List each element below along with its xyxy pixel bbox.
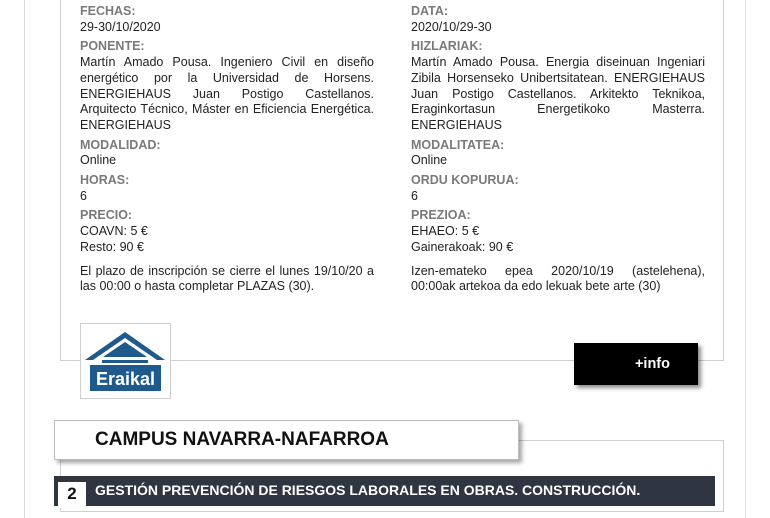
prezioa-label: PREZIOA: [411,208,471,223]
eraikal-logo[interactable] [80,323,171,399]
data-value: 2020/10/29-30 [411,19,492,34]
data-label: DATA: [411,4,449,18]
ordu-value: 6 [411,188,418,203]
ponente-value: Martín Amado Pousa. Ingeniero Civil en diseño energético por la Universidad de Horsens. ENERGIEHAUS Juan Postigo Castellanos. Arquitecto Técnico, Máster en Eficiencia Energética. ENERGIEHAUS [80,55,374,132]
precio-block [80,208,374,255]
hizlariak-value: Martín Amado Pousa. Energia diseinuan Ingeniari Zibila Horsenseko Unibertsitatean. ENERGIEHAUS Juan Postigo Castellanos. Arkitekto Teknikoa, Eraginkortasun Energetikoko Masterra. ENERGIEHAUS [411,55,705,132]
precio-resto: Resto: 90 € [80,239,144,254]
ponente-block [80,39,374,133]
course-number-badge [58,482,86,508]
precio-label: PRECIO: [80,208,133,223]
precio-coavn: COAVN: 5 € [80,224,148,239]
modalidad-value: Online [80,153,117,168]
modalidad-block [80,138,374,169]
ponente-label: PONENTE: [80,39,145,54]
course-details-eu [411,4,705,295]
plazo-note: El plazo de inscripción se cierre el lunes 19/10/20 a las 00:00 o hasta completar PLAZAS (30). [80,263,374,294]
more-info-button[interactable] [574,343,698,385]
ordu-label: ORDU KOPURUA: [411,173,519,188]
logo-wordmark: Eraikal [95,369,156,389]
campus-title: CAMPUS NAVARRA-NAFARROA [95,429,389,450]
hizlariak-block [411,39,705,133]
hizlariak-label: HIZLARIAK: [411,39,483,54]
horas-value: 6 [80,188,87,203]
data-block [411,4,705,35]
fechas-block [80,4,374,35]
modalitatea-label: MODALITATEA: [411,137,505,152]
course-details-es [80,4,374,295]
more-info-label: +info [634,356,670,372]
prezioa-ehaeo: EHAEO: 5 € [411,224,480,239]
horas-block [80,173,374,204]
course-number: 2 [67,484,77,503]
eraikal-logo-icon [81,324,170,398]
epea-note: Izen-emateko epea 2020/10/19 (astelehena), 00:00ak artekoa da edo lekuak bete arte (30) [411,263,705,294]
modalidad-label: MODALIDAD: [80,137,161,152]
horas-label: HORAS: [80,173,130,188]
campus-header [54,420,519,460]
course-title[interactable]: GESTIÓN PREVENCIÓN DE RIESGOS LABORALES EN OBRAS. CONSTRUCCIÓN. [95,482,641,498]
prezioa-gainerakoak: Gainerakoak: 90 € [411,239,514,254]
fechas-label: FECHAS: [80,4,136,18]
modalitatea-value: Online [411,153,448,168]
fechas-value: 29-30/10/2020 [80,19,161,34]
prezioa-block [411,208,705,255]
modalitatea-block [411,138,705,169]
ordu-block [411,173,705,204]
